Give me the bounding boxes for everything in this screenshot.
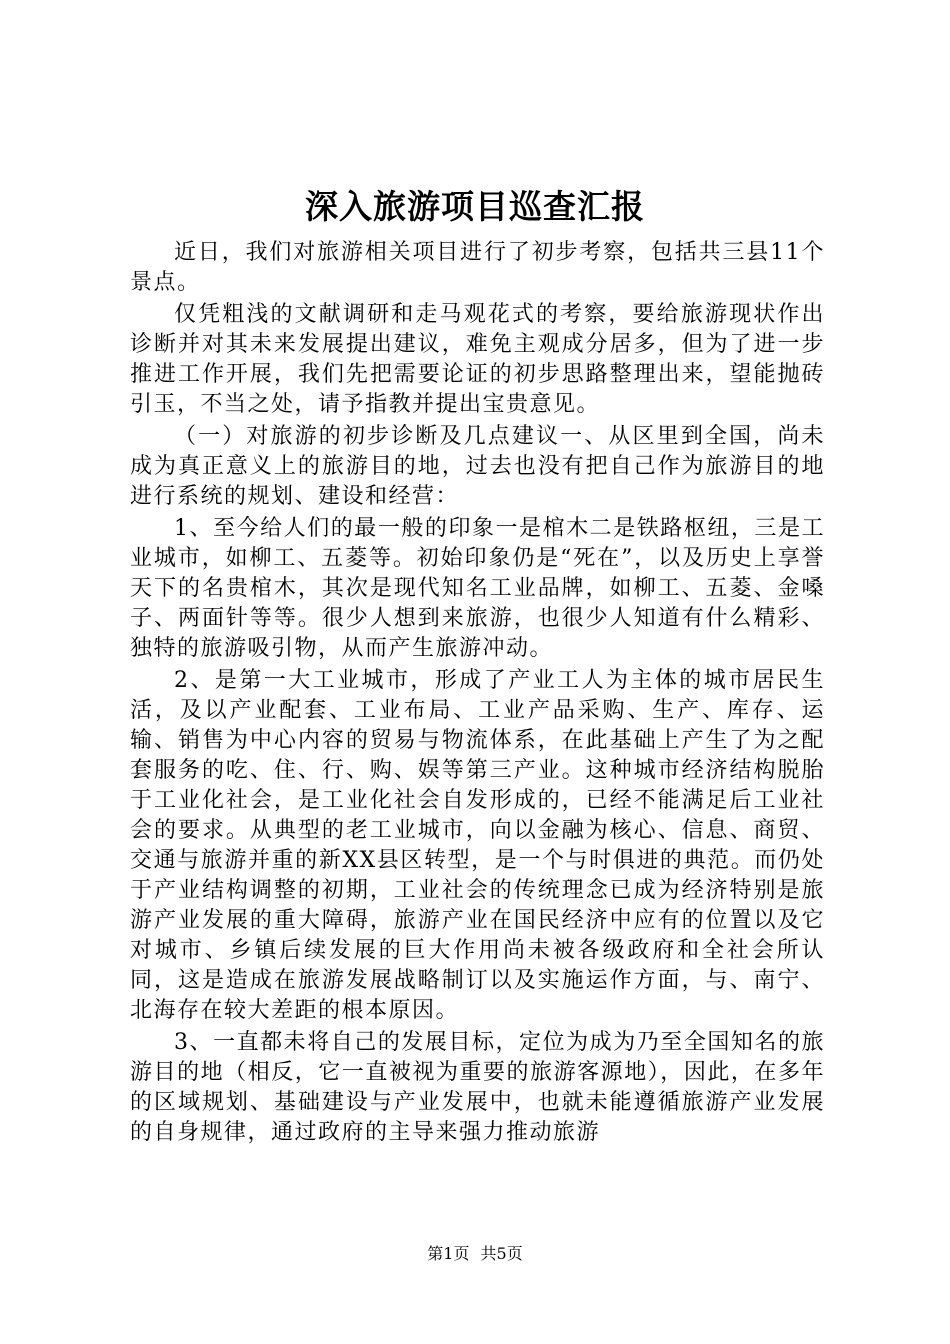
paragraph-3: （一）对旅游的初步诊断及几点建议一、从区里到全国，尚未成为真正意义上的旅游目的地，过去也没有把自己作为旅游目的地进行系统的规划、建设和经营： (130, 424, 825, 509)
paragraph-1: 近日，我们对旅游相关项目进行了初步考察，包括共三县11个景点。 (130, 240, 825, 295)
paragraph-2: 仅凭粗浅的文献调研和走马观花式的考察，要给旅游现状作出诊断并对其未来发展提出建议，难免主观成分居多，但为了进一步推进工作开展，我们先把需要论证的初步思路整理出来，望能抛砖引玉，不当之处，请予指教并提出宝贵意见。 (130, 302, 825, 417)
paragraph-5: 2、是第一大工业城市，形成了产业工人为主体的城市居民生活，及以产业配套、工业布局、工业产品采购、生产、库存、运输、销售为中心内容的贸易与物流体系，在此基础上产生了为之配套服务的吃、住、行、购、娱等第三产业。这种城市经济结构脱胎于工业化社会，是工业化社会自发形成的，已经不能满足后工业社会的要求。从典型的老工业城市，向以金融为核心、信息、商贸、交通与旅游并重的新XX县区转型，是一个与时俱进的典范。而仍处于产业结构调整的初期，工业社会的传统理念已成为经济特别是旅游产业发展的重大障碍，旅游产业在国民经济中应有的位置以及它对城市、乡镇后续发展的巨大作用尚未被各级政府和全社会所认同，这是造成在旅游发展战略制订以及实施运作方面，与、南宁、北海存在较大差距的根本原因。 (130, 668, 825, 1023)
document-title: 深入旅游项目巡查汇报 (305, 187, 645, 226)
document-body (130, 238, 825, 1150)
page-number: 第1页 (427, 1244, 470, 1263)
page-total: 共5页 (480, 1244, 523, 1263)
paragraph-6: 3、一直都未将自己的发展目标，定位为成为乃至全国知名的旅游目的地（相反，它一直被视为重要的旅游客源地），因此，在多年的区域规划、基础建设与产业发展中，也就未能遵循旅游产业发展的自身规律，通过政府的主导来强力推动旅游 (130, 1030, 825, 1145)
page-footer (0, 1243, 950, 1265)
paragraph-4: 1、至今给人们的最一般的印象一是棺木二是铁路枢纽，三是工业城市，如柳工、五菱等。初始印象仍是“死在”，以及历史上享誉天下的名贵棺木，其次是现代知名工业品牌，如柳工、五菱、金嗓子、两面针等等。很少人想到来旅游，也很少人知道有什么精彩、独特的旅游吸引物，从而产生旅游冲动。 (130, 516, 825, 661)
